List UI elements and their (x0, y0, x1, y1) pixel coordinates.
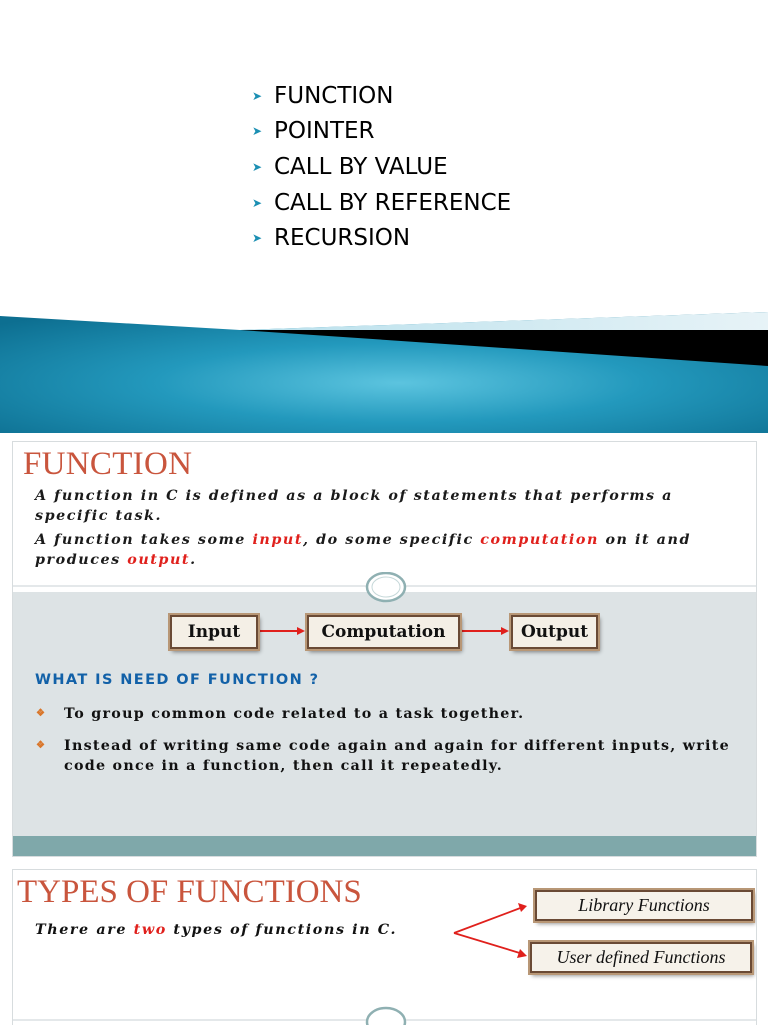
type-box-library (535, 890, 753, 921)
topic-item (252, 149, 511, 185)
arrowhead-icon: ➤ (252, 195, 263, 210)
types-text-part: There are (35, 922, 134, 938)
topic-label: FUNCTION (274, 82, 394, 109)
oval-divider-icon (367, 1008, 405, 1025)
slide-title: FUNCTION (23, 446, 193, 482)
definition-text: A function in C is defined as a block of statements that performs a specific task. (35, 488, 673, 524)
need-heading: WHAT IS NEED OF FUNCTION ? (35, 672, 320, 688)
type-box-user-defined (530, 942, 752, 973)
flow-box-output (511, 615, 598, 649)
flow-label: Computation (321, 622, 446, 642)
topics-list (252, 78, 511, 256)
topic-label: POINTER (274, 118, 375, 145)
io-text-part: , do some specific (303, 532, 481, 548)
function-slide (12, 441, 757, 857)
topic-item (252, 78, 511, 114)
need-bullet-item (35, 736, 747, 776)
flow-box-computation (307, 615, 460, 649)
flow-label: Output (520, 622, 589, 642)
topic-item (252, 114, 511, 150)
arrowhead-icon: ➤ (252, 159, 263, 174)
flow-box-input (170, 615, 258, 649)
highlight-output: output (127, 552, 191, 568)
io-text-part: . (190, 552, 197, 568)
topic-label: CALL BY REFERENCE (274, 189, 512, 216)
topic-item (252, 220, 511, 256)
slide-title: TYPES OF FUNCTIONS (17, 874, 362, 910)
io-text-part: on it and produces (35, 532, 691, 568)
diamond-bullet-icon: ❖ (36, 740, 47, 751)
highlight-input: input (252, 532, 304, 548)
types-text-part: types of functions in C. (166, 922, 398, 938)
slide-divider (13, 572, 756, 606)
diamond-bullet-icon: ❖ (36, 708, 47, 719)
types-slide (12, 869, 757, 1025)
topic-label: RECURSION (274, 225, 411, 252)
topic-label: CALL BY VALUE (274, 153, 448, 180)
topic-item (252, 185, 511, 221)
slide-footer-bar (13, 836, 756, 856)
type-label: Library Functions (578, 895, 710, 915)
io-text (35, 530, 735, 570)
arrowhead-icon: ➤ (252, 88, 263, 103)
highlight-two: two (133, 922, 167, 938)
teal-banner (0, 308, 768, 433)
need-bullet-item (35, 704, 747, 724)
need-bullets (35, 704, 747, 788)
arrowhead-icon: ➤ (252, 124, 263, 139)
flow-label: Input (187, 622, 241, 642)
arrowhead-icon: ➤ (252, 231, 263, 246)
type-label: User defined Functions (556, 947, 726, 967)
highlight-computation: computation (480, 532, 599, 548)
bullet-text: To group common code related to a task together. (64, 706, 525, 722)
bullet-text: Instead of writing same code again and again for different inputs, write code once in a function, then call it repeatedly. (64, 738, 730, 774)
io-text-part: A function takes some (35, 532, 253, 548)
